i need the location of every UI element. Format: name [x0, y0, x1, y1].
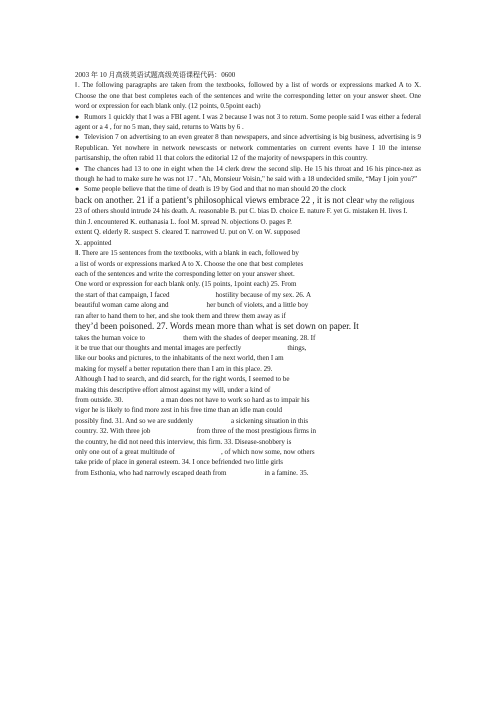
- bullet-icon: ●: [75, 185, 80, 194]
- section-2-line: possibly find. 31. And so we are suddenly a sickening situation in this: [75, 416, 309, 425]
- section-2-line: making this descriptive effort almost against my will, under a kind of: [75, 385, 271, 394]
- options-line-1: thin J. encountered K. euthanasia L. fool M. spread N. objections O. pages P.: [75, 217, 292, 226]
- section-1: [75, 80, 421, 248]
- section-2-line: making for myself a better reputation there than I am in this place. 29.: [75, 364, 273, 373]
- section-2-line: beautiful woman came along and her bunch of violets, and a little boy: [75, 301, 309, 310]
- bullet-icon: ●: [75, 164, 80, 173]
- section-2-line: Ⅱ. There are 15 sentences from the textbooks, with a blank in each, followed by: [75, 249, 299, 258]
- section-2-line: take pride of place in general esteem. 34. I once befriended two little girls: [75, 458, 283, 467]
- section-2-line: ran after to hand them to her, and she took them and threw them away as if: [75, 311, 286, 320]
- passage-1: ● Rumors 1 quickly that I was a FBI agent. I was 2 because I was not 3 to return. Some people said I was either a federal agent or a 4 , for no 5 man, they said, returns to Watts by 6 .: [75, 112, 421, 132]
- section-2-line: the start of that campaign, I faced hostility because of my sex. 26. A: [75, 290, 312, 299]
- section-2-line: from outside. 30. a man does not have to work so hard as to impair his: [75, 395, 310, 404]
- section-2-line: vigor he is likely to find more zest in his free time than an idle man could: [75, 406, 283, 415]
- section-2-line: Although I had to search, and did search, for the right words, I seemed to be: [75, 375, 290, 384]
- passage-2: ● Television 7 on advertising to an even greater 8 than newspapers, and since advertising is big business, advertising is 9 Republican. Yet nowhere in network newscasts or network commentaries on current events have I 10 the intense partisanship, the often rabid 11 that colors the editorial 12 of the majority of newspapers in this country.: [75, 133, 421, 163]
- section-2-line: takes the human voice to them with the shades of deeper meaning. 28. If: [75, 333, 316, 342]
- bullet-icon: ●: [75, 133, 80, 142]
- bullet-icon: ●: [75, 112, 80, 121]
- page-title: 2003 年 10 月高级英语试题高级英语课程代码：0600: [75, 71, 236, 79]
- section-2-line: only one out of a great multitude of , of which now some, now others: [75, 448, 315, 456]
- options-line-3: X. appointed: [75, 238, 112, 247]
- section-2-line: from Esthonia, who had narrowly escaped death from in a famine. 35.: [75, 468, 309, 477]
- section-2-line: country. 32. With three job from three of the most prestigious firms in: [75, 427, 317, 436]
- section-2-line: they’d been poisoned. 27. Words mean more than what is set down on paper. It: [75, 320, 359, 331]
- section-2: [75, 248, 421, 478]
- section-2-line: a list of words or expressions marked A to X. Choose the one that best completes: [75, 259, 304, 268]
- section-2-line: each of the sentences and write the corresponding letter on your answer sheet.: [75, 269, 295, 278]
- options-line-2: extent Q. elderly R. suspect S. cleared T. narrowed U. put on V. on W. supposed: [75, 228, 300, 237]
- passage-4: ● Some people believe that the time of death is 19 by God and that no man should 20 the clock back on another. 21 if a patient’s philosophical views embrace 22 , it is not clear why the religious 23 of others should intrude 24 his death. A. reasonable B. put C. bias D. choice E. nature F. yet G. mistaken H. lives I.: [75, 185, 415, 216]
- exam-text: [75, 70, 421, 478]
- section-2-line: it be true that our thoughts and mental images are perfectly things,: [75, 343, 307, 352]
- section-2-line: like our books and pictures, to the inhabitants of the next world, then I am: [75, 354, 284, 363]
- section-1-instructions: Ⅰ. The following paragraphs are taken from the textbooks, followed by a list of words or expressions marked A to X. Choose the one that best completes each of the sentences and write the corresponding letter on your answer sheet. One word or expression for each blank only. (12 points, 0.5point each): [75, 81, 421, 111]
- section-2-line: One word or expression for each blank only. (15 points, 1point each) 25. From: [75, 280, 297, 289]
- passage-3: ● The chances had 13 to one in eight when the 14 clerk drew the second slip. He 15 his throat and 16 his pince-nez as though he had to make sure he was not 17 . "Ah, Monsieur Voisin," he said with a 18 undecided smile, “May I join you?”: [75, 164, 421, 184]
- section-2-line: the country, he did not need this interview, this firm. 33. Disease-snobbery is: [75, 437, 292, 446]
